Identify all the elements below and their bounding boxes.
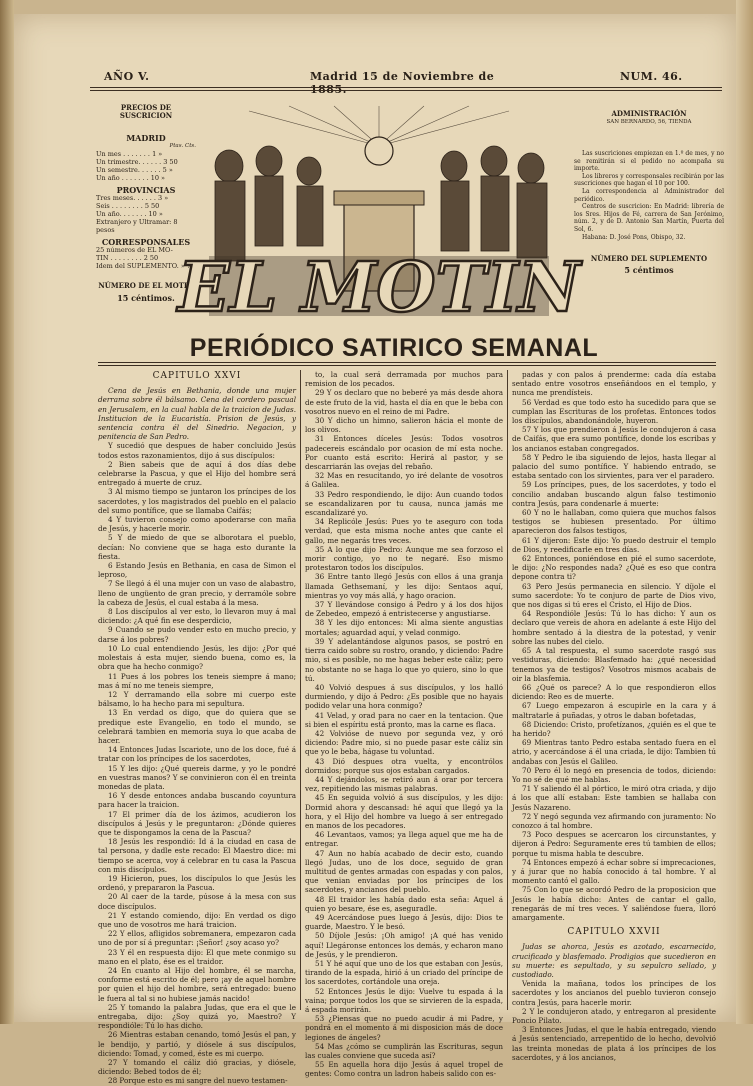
verse-paragraph: 38 Y les dijo entonces: Mi alma siente angustias mortales; aguardad aquí, y velad conmigo. [305,618,503,637]
administration-box [574,110,724,274]
verse-paragraph: 55 En aquella hora dijo Jesús á aquel tropel de gentes: Como contra un ladron habeis salido con es- [305,1060,503,1079]
verse-paragraph: 27 Y tomando el cáliz dió gracias, y diósele, diciendo: Bebed todos de él; [98,1058,296,1077]
madrid-row: Un semestre. . . . . . 5 » [96,166,173,174]
chapter-heading: CAPITULO XXVI [152,371,242,381]
issue-year: AÑO V. [104,70,150,83]
madrid-heading: MADRID [126,133,166,143]
verse-paragraph: to, la cual será derramada por muchos para remision de los pecados. [305,370,503,389]
verse-paragraph: 67 Luego empezaron á escupirle en la cara y á maltratarle á puñadas, y otros le daban bofetadas, [512,701,716,720]
book-spine [0,0,14,1024]
article-column-1 [98,370,296,1086]
masthead-rule-2 [98,365,716,366]
verse-paragraph: 25 Y tomando la palabra Judas, que era el que le entregaba, dijo: ¿Soy quizá yo, Maestro? Y respondióle: Tú lo has dicho. [98,1002,296,1031]
header-rule [90,87,722,88]
corresponsales-heading: CORRESPONSALES [101,237,191,247]
verse-paragraph: 43 Dió despues otra vuelta, y encontrólos dormidos; porque sus ojos estaban cargados. [305,756,503,775]
verse-paragraph: 63 Pero Jesús permanecia en silencio. Y díjole el sumo sacerdote: Yo te conjuro de parte de Dios vivo, que nos digas si tú eres el Cristo, el Hijo de Dios. [512,581,716,610]
verse-paragraph: 62 Entonces, poniéndose en pié el sumo sacerdote, le dijo: ¿No respondes nada? ¿Qué es eso que contra depone contra ti? [512,554,716,582]
verse-paragraph: 70 Pero él lo negó en presencia de todos, diciendo: Yo no sé de qué me hablas. [512,765,716,784]
masthead-logo-text: EL MOTIN [177,248,581,328]
verse-paragraph: 48 El traidor les había dado esta seña: Aquel á quien yo besare, ése es, aseguradle. [305,894,503,913]
subscription-title: PRECIOS DE SUSCRICION [119,103,173,120]
corresponsales-row: Idem del SUPLEMENTO. » 75 [96,262,196,270]
verse-paragraph: 73 Poco despues se acercaron los circunstantes, y dijeron á Pedro: Seguramente eres tú tambien de ellos; porque tu misma habla te descubre. [512,830,716,858]
verse-paragraph: 26 Mientras estaban cenando, tomó Jesús el pan, y le bendijo, y partió, y diósele á sus discípulos, diciendo: Tomad, y comed, éste es mi cuerpo. [98,1030,296,1058]
verse-paragraph: 2 Y le condujeron atado, y entregaron al presidente Poncio Pilato. [512,1006,716,1026]
verse-paragraph: 64 Respondióle Jesús: Tú lo has dicho: Y aun os declaro que vereis de ahora en adelante á este Hijo del hombre sentado á la diestra de la potestad, y venir sobre las nubes del cielo. [512,609,716,646]
provincias-heading: PROVINCIAS [116,185,176,195]
admin-paragraph: Centros de suscricion: En Madrid: librería de los Sres. Hijos de Fé, carrera de San Jerónimo, núm. 2, y de D. Antonio San Martín, Puerta del Sol, 6. [574,203,724,233]
column-divider [507,370,508,1010]
currency-header: Ptas. Cts. [169,143,196,149]
newspaper-page [14,14,736,1086]
provincias-row: Un año. . . . . . . 10 » [96,210,163,218]
verse-paragraph: 75 Con lo que se acordó Pedro de la proposicion que Jesús le había dicho: Antes de cantar el gallo, renegarás de mí tres veces. Y saliéndose fuera, lloró amargamente. [512,885,716,922]
verse-paragraph: 47 Aun no había acabado de decir esto, cuando llegó Judas, uno de los doce, seguido de gran multitud de gentes armadas con espadas y con palos, que venian enviadas por los príncipes de los sacerdotes, y ancianos del pueblo. [305,848,503,895]
verse-paragraph: 30 Y dicho un himno, salieron hácia el monte de los olivos. [305,416,503,435]
provincias-row: Tres meses. . . . . . 3 » [96,194,169,202]
verse-paragraph: 18 Jesús les respondió: Id á la ciudad en casa de tal persona, y dadle este recado: El Maestro dice: mi tiempo se acerca, voy á celebrar en tu casa la Pascua con mis discípulos. [98,837,296,874]
verse-paragraph: 17 El primer día de los ázimos, acudieron los discípulos á Jesús y le preguntaron: ¿Dónde quieres que te dispongamos la cena de la Pascua? [98,809,296,837]
verse-paragraph: 31 Entonces díceles Jesús: Todos vosotros padecereis escándalo por ocasion de mí esta noche. Por cuanto está escrito: Herirá al pastor, y se descarriarán las ovejas del rebaño. [305,434,503,472]
verse-paragraph: 21 Y estando comiendo, dijo: En verdad os digo que uno de vosotros me hará traicion. [98,910,296,929]
provincias-row: Extranjero y Ultramar: 8 pesos [96,218,178,234]
verse-paragraph: 42 Volvióse de nuevo por segunda vez, y oró diciendo: Padre mio, si no puede pasar este cáliz sin que yo le beba, hágase tu voluntad. [305,728,503,757]
verse-paragraph: padas y con palos á prenderme: cada día estaba sentado entre vosotros enseñándoos en el templo, y nunca me prendísteis. [512,370,716,398]
verse-paragraph: 74 Entonces empezó á echar sobre sí imprecaciones, y á jurar que no había conocido á tal hombre. Y al momento cantó el gallo. [512,857,716,886]
verse-paragraph: 39 Y adelantándose algunos pasos, se postró en tierra caido sobre su rostro, orando, y diciendo: Padre mio, si es posible, no me hagas beber este cáliz; pero no obstante no se haga lo que yo quiero, sino lo que tú. [305,636,503,683]
single-issue-label: NÚMERO DE EL MOTIN [98,281,194,290]
verse-paragraph: 19 Hicieron, pues, los discípulos lo que Jesús les ordenó, y prepararon la Pascua. [98,873,296,893]
verse-paragraph: 20 Al caer de la tarde, púsose á la mesa con sus doce discípulos. [98,892,296,911]
verse-paragraph: 54 Mas ¿cómo se cumplirán las Escrituras, segun las cuales conviene que suceda así? [305,1041,503,1061]
verse-paragraph: 46 Levantaos, vamos; ya llega aquel que me ha de entregar. [305,830,503,849]
verse-paragraph: 68 Diciendo: Cristo, profetízanos, ¿quién es el que te ha herido? [512,719,716,738]
verse-paragraph: 53 ¿Piensas que no puedo acudir á mi Padre, y pondrá en el momento á mi disposicion más de doce legiones de ángeles? [305,1014,503,1042]
verse-paragraph: 58 Y Pedro le iba siguiendo de lejos, hasta llegar al palacio del sumo pontífice. Y habiendo entrado, se estaba sentado con los sirvientes, para ver el paradero. [512,452,716,481]
verse-paragraph: 71 Y saliendo él al pórtico, le miró otra criada, y dijo á los que allí estaban: Este tambien se hallaba con Jesús Nazareno. [512,784,716,812]
verse-paragraph: 44 Y dejándolos, se retiró aun á orar por tercera vez, repitiendo las mismas palabras. [305,774,503,794]
verse-paragraph: 7 Se llegó á él una mujer con un vaso de alabastro, lleno de ungüento de gran precio, y derramóle sobre la cabeza de Jesús, el cual estaba á la mesa. [98,579,296,607]
verse-paragraph: 65 A tal respuesta, el sumo sacerdote rasgó sus vestiduras, diciendo: Blasfemado ha: ¿qué necesidad tenemos ya de testigos? Vosotros mismos acabais de oir la blasfemia. [512,646,716,683]
verse-paragraph: 56 Verdad es que todo esto ha sucedido para que se cumplan las Escrituras de los profetas. Entonces todos los discípulos, abandonándole, huyeron. [512,397,716,426]
verse-paragraph: 9 Cuando se pudo vender esto en mucho precio, y darse á los pobres? [98,625,296,644]
chapter-summary: Judas se ahorca, Jesús es azotado, escarnecido, crucificado y blasfemado. Prodigios que sucedieron en su muerte: es sepultado, y su sepulcro sellado, y custodiado. [512,942,716,979]
verse-paragraph: 34 Replicóle Jesús: Pues yo te aseguro con toda verdad, que esta misma noche antes que cante el gallo, me negarás tres veces. [305,517,503,545]
verse-paragraph: Y sucedió que despues de haber concluido Jesús todos estos razonamientos, dijo á sus discípulos: [98,441,296,460]
verse-paragraph: 60 Y no le hallaban, como quiera que muchos falsos testigos se hubiesen presentado. Por último aparecieron dos falsos testigos, [512,508,716,536]
verse-paragraph: 2 Bien sabeis que de aquí á dos días debe celebrarse la Pascua, y que el Hijo del hombre será entregado á muerte de cruz. [98,459,296,488]
verse-paragraph: 16 Y desde entonces andaba buscando coyuntura para hacer la traicion. [98,791,296,810]
verse-paragraph: 13 En verdad os digo, que do quiera que se predique este Evangelio, en todo el mundo, se celebrará tambien en memoria suya lo que acaba de hacer. [98,708,296,745]
verse-paragraph: 41 Velad, y orad para no caer en la tentacion. Que si bien el espíritu está pronto, mas la carne es flaca. [305,710,503,729]
verse-paragraph: 11 Pues á los pobres los teneis siempre á mano; mas á mí no me teneis siempre, [98,671,296,690]
verse-paragraph: 52 Entonces Jesús le dijo: Vuelve tu espada á la vaina; porque todos los que se sirvieren de la espada, á espada morirán. [305,986,503,1015]
verse-paragraph: 28 Porque esto es mi sangre del nuevo testamen- [108,1076,288,1086]
verse-paragraph: 8 Los discípulos al ver esto, lo llevaron muy á mal diciendo: ¿A qué fin ese desperdicio, [98,607,296,626]
admin-paragraph: Los libreros y corresponsales recibirán por las suscriciones que hagan el 10 por 100. [574,172,724,188]
verse-paragraph: 36 Entre tanto llegó Jesús con ellos á una granja llamada Gethsemaní, y les dijo: Sentaos aquí, mientras yo voy más allá, y hago oracion. [305,572,503,600]
verse-paragraph: 22 Y ellos, afligidos sobremanera, empezaron cada uno de por sí á preguntar: ¡Señor! ¿soy acaso yo? [98,929,296,948]
supplement-price: 5 céntimos [624,265,674,276]
verse-paragraph: 14 Entonces Judas Iscariote, uno de los doce, fué á tratar con los príncipes de los sacerdotes, [98,745,296,764]
verse-paragraph: 29 Y os declaro que no beberé ya más desde ahora de este fruto de la vid, hasta el día en que le beba con vosotros nuevo en el reino de mi Padre. [305,388,503,416]
verse-paragraph: 37 Y llevándose consigo á Pedro y á los dos hijos de Zebedeo, empezó á entristecerse y angustiarse. [305,600,503,619]
verse-paragraph: 61 Y dijeron: Este dijo: Yo puedo destruir el templo de Dios, y reedificarle en tres días. [512,535,716,554]
verse-paragraph: 23 Y él en respuesta dijo: El que mete conmigo su mano en el plato, ése es el traidor. [98,947,296,966]
administration-title: ADMINISTRACIÓN [611,109,687,118]
admin-paragraph: Habana: D. José Pons, Obispo, 32. [582,233,686,241]
verse-paragraph: 6 Estando Jesús en Bethania, en casa de Simon el leproso, [98,561,296,580]
verse-paragraph: 33 Pedro respondiendo, le dijo: Aun cuando todos se escandalizaren por tu causa, nunca jamás me escandalizaré yo. [305,489,503,518]
provincias-row: Seis . . . . . . . . 5 50 [96,202,160,210]
column-divider [300,370,301,1010]
supplement-label: NÚMERO DEL SUPLEMENTO [590,254,708,264]
verse-paragraph: 4 Y tuvieron consejo como apoderarse con maña de Jesús, y hacerle morir. [98,515,296,534]
verse-paragraph: 12 Y derramando ella sobre mi cuerpo este bálsamo, lo ha hecho para mi sepultura. [98,689,296,709]
verse-paragraph: 35 A lo que dijo Pedro: Aunque me sea forzoso el morir contigo, yo no te negaré. Eso mismo protestaron todos los discípulos. [305,544,503,573]
madrid-row: Un mes . . . . . . . 1 » [96,150,163,158]
verse-paragraph: 10 Lo cual entendiendo Jesús, les dijo: ¿Por qué molestais á esta mujer, siendo buena, como es, la obra que ha hecho conmigo? [98,643,296,672]
verse-paragraph: 57 Y los que prendieron á Jesús le condujeron á casa de Caifás, que era sumo pontífice, donde los escribas y los ancianos estaban congregados. [512,425,716,453]
verse-paragraph: 3 Entonces Judas, el que le había entregado, viendo á Jesús sentenciado, arrepentido de lo hecho, devolvió las treinta monedas de plata á los príncipes de los sacerdotes, y á los ancianos, [512,1025,716,1062]
madrid-row: Un año . . . . . . . 10 » [96,174,166,182]
admin-paragraph: La correspondencia al Administrador del periódico. [574,187,724,203]
verse-paragraph: 45 En seguida volvió á sus discípulos, y les dijo: Dormid ahora y descansad: hé aquí que llegó ya la hora, y el Hijo del hombre va luego á ser entregado en manos de los pecadores. [305,793,503,830]
verse-paragraph: 40 Volvió despues á sus discípulos, y los halló durmiendo, y dijo á Pedro: ¿Es posible que no hayais podido velar una hora conmigo? [305,682,503,711]
administration-address: SAN BERNARDO, 56, TIENDA [606,119,692,125]
masthead-rule [98,362,716,363]
verse-paragraph: 15 Y les dijo: ¿Qué quereis darme, y yo le pondré en vuestras manos? Y se convinieron con él en treinta monedas de plata. [98,763,296,791]
verse-paragraph: 51 Y hé aquí que uno de los que estaban con Jesús, tirando de la espada, hirió á un criado del príncipe de los sacerdotes, cortándole una oreja. [305,959,503,987]
newspaper-subtitle: PERIÓDICO SATIRICO SEMANAL [189,334,599,362]
verse-paragraph: 59 Los príncipes, pues, de los sacerdotes, y todo el concilio andaban buscando algun falso testimonio contra Jesús, para condenarle á muerte: [512,480,716,508]
verse-paragraph: 3 Al mismo tiempo se juntaron los príncipes de los sacerdotes, y los magistrados del pueblo en el palacio del sumo pontífice, que se llamaba Caifás; [98,487,296,515]
article-column-3 [512,370,716,1062]
verse-paragraph: 66 ¿Qué os parece? A lo que respondieron ellos diciendo: Reo es de muerte. [512,682,716,702]
verse-paragraph: 49 Acercándose pues luego á Jesús, dijo: Dios te guarde, Maestro. Y le besó. [305,912,503,932]
verse-paragraph: Venida la mañana, todos los príncipes de los sacerdotes y los ancianos del pueblo tuvieron consejo contra Jesús, para hacerle morir. [512,979,716,1007]
verse-paragraph: 5 Y de miedo de que se alborotara el pueblo, decían: No conviene que se haga esto durante la fiesta. [98,533,296,561]
verse-paragraph: 24 En cuanto al Hijo del hombre, él se marcha, conforme está escrito de él; pero ¡ay de aquel hombre por quien el hijo del hombre, será entregado: bueno le fuera al tal si no hubiese jamás nacido! [98,966,296,1003]
page-edge [736,0,753,1024]
verse-paragraph: 32 Mas en resucitando, yo iré delante de vosotros á Galilea. [305,471,503,490]
chapter-summary: Cena de Jesús en Bethania, donde una mujer derrama sobre él bálsamo. Cena del cordero pascual en Jerusalem, en la cual habla de la traicion de Judas. Institucion de la Eucaristía. Prision de Jesús, y sentencia contra él del Sinedrio. Negacion, y penitencia de San Pedro. [98,386,296,442]
corresponsales-row: TIN . . . . . . . . 2 50 [96,254,159,262]
issue-number: NUM. 46. [620,70,683,83]
verse-paragraph: 69 Mientras tanto Pedro estaba sentado fuera en el atrio, y acercándose á él una criada, le dijo: Tambien tú andabas con Jesús el Galileo. [512,738,716,766]
corresponsales-row: 25 números de EL MO- [96,246,173,254]
issue-date: Madrid 15 de Noviembre de 1885. [310,70,495,96]
header-rule-2 [90,90,722,91]
single-issue-price: 15 céntimos. [117,293,175,303]
chapter-heading: CAPITULO XXVII [567,927,661,938]
verse-paragraph: 50 Díjole Jesús: ¡Oh amigo! ¡A qué has venido aquí! Llegáronse entonces los demás, y echaron mano de Jesús, y le prendieron. [305,931,503,959]
madrid-row: Un trimestre. . . . . . 3 50 [96,158,178,166]
verse-paragraph: 72 Y negó segunda vez afirmando con juramento: No conozco á tal hombre. [512,811,716,830]
admin-paragraph: Las suscriciones empiezan en 1.º de mes, y no se remitirán si el pedido no acompaña su importe. [574,150,724,173]
article-column-2 [305,370,503,1079]
